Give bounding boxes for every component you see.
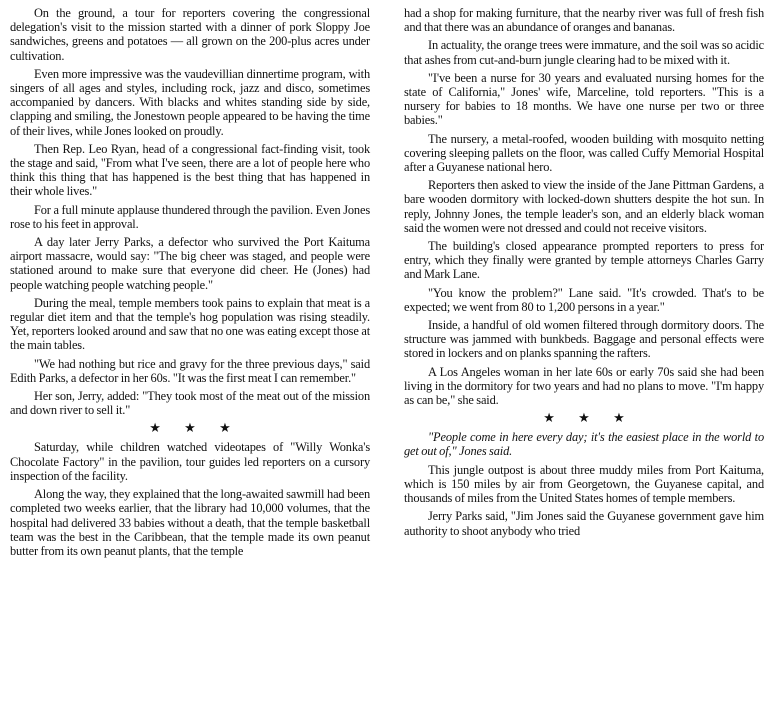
paragraph: In actuality, the orange trees were immature, and the soil was so acidic that ashes from cut-and-burn jungle clearing had to be mixed with it. [404, 38, 764, 67]
paragraph: The building's closed appearance prompted reporters to press for entry, which they finally were granted by temple attorneys Charles Garry and Mark Lane. [404, 239, 764, 282]
paragraph: Even more impressive was the vaudevillian dinnertime program, with singers of all ages and styles, including rock, jazz and disco, sometimes accompanied by dancers. With blacks and whites standing side by side, clapping and smiling, the Jonestown people appeared to be having the time of their lives, while Jones looked on proudly. [10, 66, 370, 138]
pull-quote: "People come in here every day; it's the easiest place in the world to get out of," Jones said. [404, 430, 764, 459]
right-column [404, 6, 764, 702]
paragraph: On the ground, a tour for reporters covering the congressional delegation's visit to the mission started with a dinner of pork Sloppy Joe sandwiches, greens and potatoes — all grown on the 200-plus acres under cultivation. [10, 6, 370, 63]
section-separator: ★ ★ ★ [149, 420, 231, 436]
paragraph-continuation: had a shop for making furniture, that the nearby river was full of fresh fish and that there was an abundance of oranges and bananas. [404, 6, 764, 35]
paragraph: Jerry Parks said, "Jim Jones said the Guyanese government gave him authority to shoot anybody who tried [404, 509, 764, 538]
paragraph: This jungle outpost is about three muddy miles from Port Kaituma, which is 150 miles by air from Georgetown, the Guyanese capital, and thousands of miles from the United States homes of temple members. [404, 462, 764, 506]
paragraph: Saturday, while children watched videotapes of "Willy Wonka's Chocolate Factory" in the pavilion, tour guides led reporters on a cursory inspection of the facility. [10, 440, 370, 483]
paragraph: Then Rep. Leo Ryan, head of a congressional fact-finding visit, took the stage and said, "From what I've seen, there are a lot of people here who think this thing that has happened is the best thing that has happened in their whole lives." [10, 141, 370, 199]
paragraph: "You know the problem?" Lane said. "It's crowded. That's to be expected; we went from 80 to 1,200 persons in a year." [404, 285, 764, 314]
paragraph: Reporters then asked to view the inside of the Jane Pittman Gardens, a bare wooden dormitory with locked-down shutters despite the hot sun. In reply, Johnny Jones, the temple leader's son, and an elderly black woman said the women were not dressed and could not receive visitors. [404, 178, 764, 235]
paragraph: During the meal, temple members took pains to explain that meat is a regular diet item and that the temple's hog population was rising steadily. Yet, reporters looked around and saw that no one was eating except those at the main tables. [10, 295, 370, 353]
paragraph: Her son, Jerry, added: "They took most of the meat out of the mission and down river to sell it." [10, 389, 370, 418]
paragraph: Inside, a handful of old women filtered through dormitory doors. The structure was jammed with bunkbeds. Baggage and personal effects were stored in lockers and on planks spanning the rafters. [404, 318, 764, 361]
paragraph: Along the way, they explained that the long-awaited sawmill had been completed two weeks earlier, that the library had 10,000 volumes, that the hospital had delivered 33 babies without a death, that the temple basketball team was the best in the Caribbean, that the temple made its own peanut butter from its own peanut plants, that the temple [10, 487, 370, 558]
paragraph: "I've been a nurse for 30 years and evaluated nursing homes for the state of California," Jones' wife, Marceline, told reporters. "This is a nursery for babies to 18 months. We have one nurse per two or three babies." [404, 70, 764, 128]
left-column [10, 6, 370, 702]
paragraph: For a full minute applause thundered through the pavilion. Even Jones rose to his feet in approval. [10, 202, 370, 231]
paragraph: A day later Jerry Parks, a defector who survived the Port Kaituma airport massacre, would say: "The big cheer was staged, and people were stationed around to make sure that everyone did cheer. He (Jones) had people watching people watching people." [10, 235, 370, 292]
paragraph: "We had nothing but rice and gravy for the three previous days," said Edith Parks, a defector in her 60s. "It was the first meat I can remember." [10, 356, 370, 385]
article-columns [10, 6, 764, 702]
paragraph: A Los Angeles woman in her late 60s or early 70s said she had been living in the dormitory for two years and had no plans to move. "I'm happy as can be," she said. [404, 364, 764, 408]
section-separator: ★ ★ ★ [543, 410, 625, 426]
paragraph: The nursery, a metal-roofed, wooden building with mosquito netting covering sleeping pallets on the floor, was called Cuffy Memorial Hospital after a Guyanese national hero. [404, 131, 764, 175]
